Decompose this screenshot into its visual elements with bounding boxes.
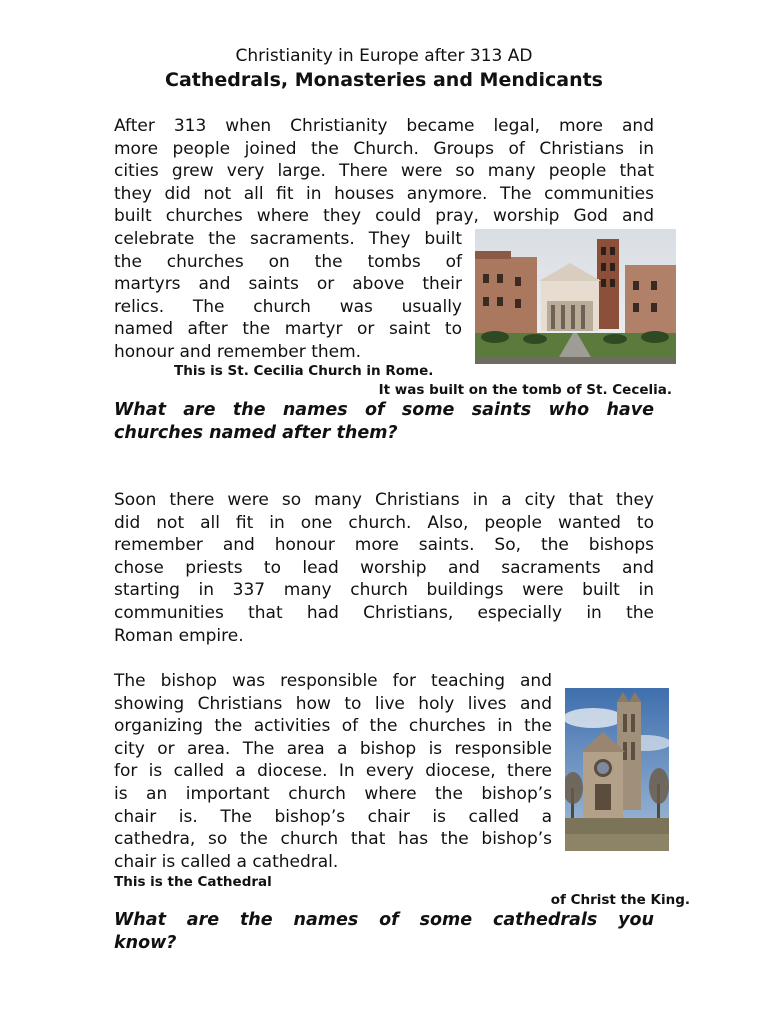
text-line: chose priests to lead worship and sacraments and bbox=[114, 557, 654, 578]
text-line: named after the martyr or saint to bbox=[114, 319, 462, 340]
st-cecilia-caption: This is St. Cecilia Church in Rome. bbox=[174, 363, 434, 379]
paragraph-bishop-cathedral bbox=[114, 670, 552, 873]
document-subtitle: Christianity in Europe after 313 AD bbox=[235, 46, 533, 66]
cathedral-christ-the-king-photo bbox=[565, 688, 669, 851]
text-line: chair is. The bishop’s chair is called a bbox=[114, 806, 552, 827]
text-line: cathedra, so the church that has the bishop’s bbox=[114, 829, 552, 850]
question-line: know? bbox=[114, 933, 177, 953]
cathedral-caption: This is the Cathedral bbox=[114, 874, 272, 890]
text-line: Roman empire. bbox=[114, 625, 244, 646]
st-cecilia-church-photo bbox=[475, 229, 676, 364]
text-line: Soon there were so many Christians in a city that they bbox=[114, 490, 654, 510]
text-line: city or area. The area a bishop is responsible bbox=[114, 738, 552, 759]
question-line: What are the names of some cathedrals you bbox=[114, 910, 654, 930]
cathedral-caption-line2: of Christ the King. bbox=[550, 892, 690, 908]
question-line: churches named after them? bbox=[114, 423, 398, 443]
text-line: did not all fit in one church. Also, people wanted to bbox=[114, 512, 654, 533]
question-saints bbox=[114, 399, 654, 445]
text-line: martyrs and saints or above their bbox=[114, 274, 462, 295]
text-line: organizing the activities of the churches in the bbox=[114, 716, 552, 737]
text-line: The bishop was responsible for teaching and bbox=[114, 671, 552, 691]
text-line: for is called a diocese. In every diocese, there bbox=[114, 761, 552, 782]
text-line: they did not all fit in houses anymore. The communities bbox=[114, 183, 654, 204]
text-line: remember and honour more saints. So, the bishops bbox=[114, 535, 654, 556]
text-line: communities that had Christians, especially in the bbox=[114, 602, 654, 623]
text-line: After 313 when Christianity became legal, more and bbox=[114, 116, 654, 136]
text-line: is an important church where the bishop’s bbox=[114, 783, 552, 804]
text-line: showing Christians how to live holy lives and bbox=[114, 693, 552, 714]
st-cecilia-caption-line2: It was built on the tomb of St. Cecelia. bbox=[378, 382, 672, 398]
text-line: chair is called a cathedral. bbox=[114, 851, 339, 872]
text-line: more people joined the Church. Groups of Christians in bbox=[114, 138, 654, 159]
text-line: celebrate the sacraments. They built bbox=[114, 229, 462, 249]
paragraph-early-churches bbox=[114, 115, 654, 228]
document-title: Cathedrals, Monasteries and Mendicants bbox=[165, 69, 603, 91]
text-line: cities grew very large. There were so many people that bbox=[114, 161, 654, 182]
text-line: honour and remember them. bbox=[114, 341, 362, 362]
text-line: built churches where they could pray, worship God and bbox=[114, 206, 654, 227]
paragraph-early-churches-wrap bbox=[114, 228, 462, 364]
text-line: relics. The church was usually bbox=[114, 296, 462, 317]
question-line: What are the names of some saints who have bbox=[114, 400, 654, 420]
text-line: the churches on the tombs of bbox=[114, 251, 462, 272]
text-line: starting in 337 many church buildings were built in bbox=[114, 580, 654, 601]
question-cathedrals bbox=[114, 909, 654, 955]
paragraph-many-churches bbox=[114, 489, 654, 647]
